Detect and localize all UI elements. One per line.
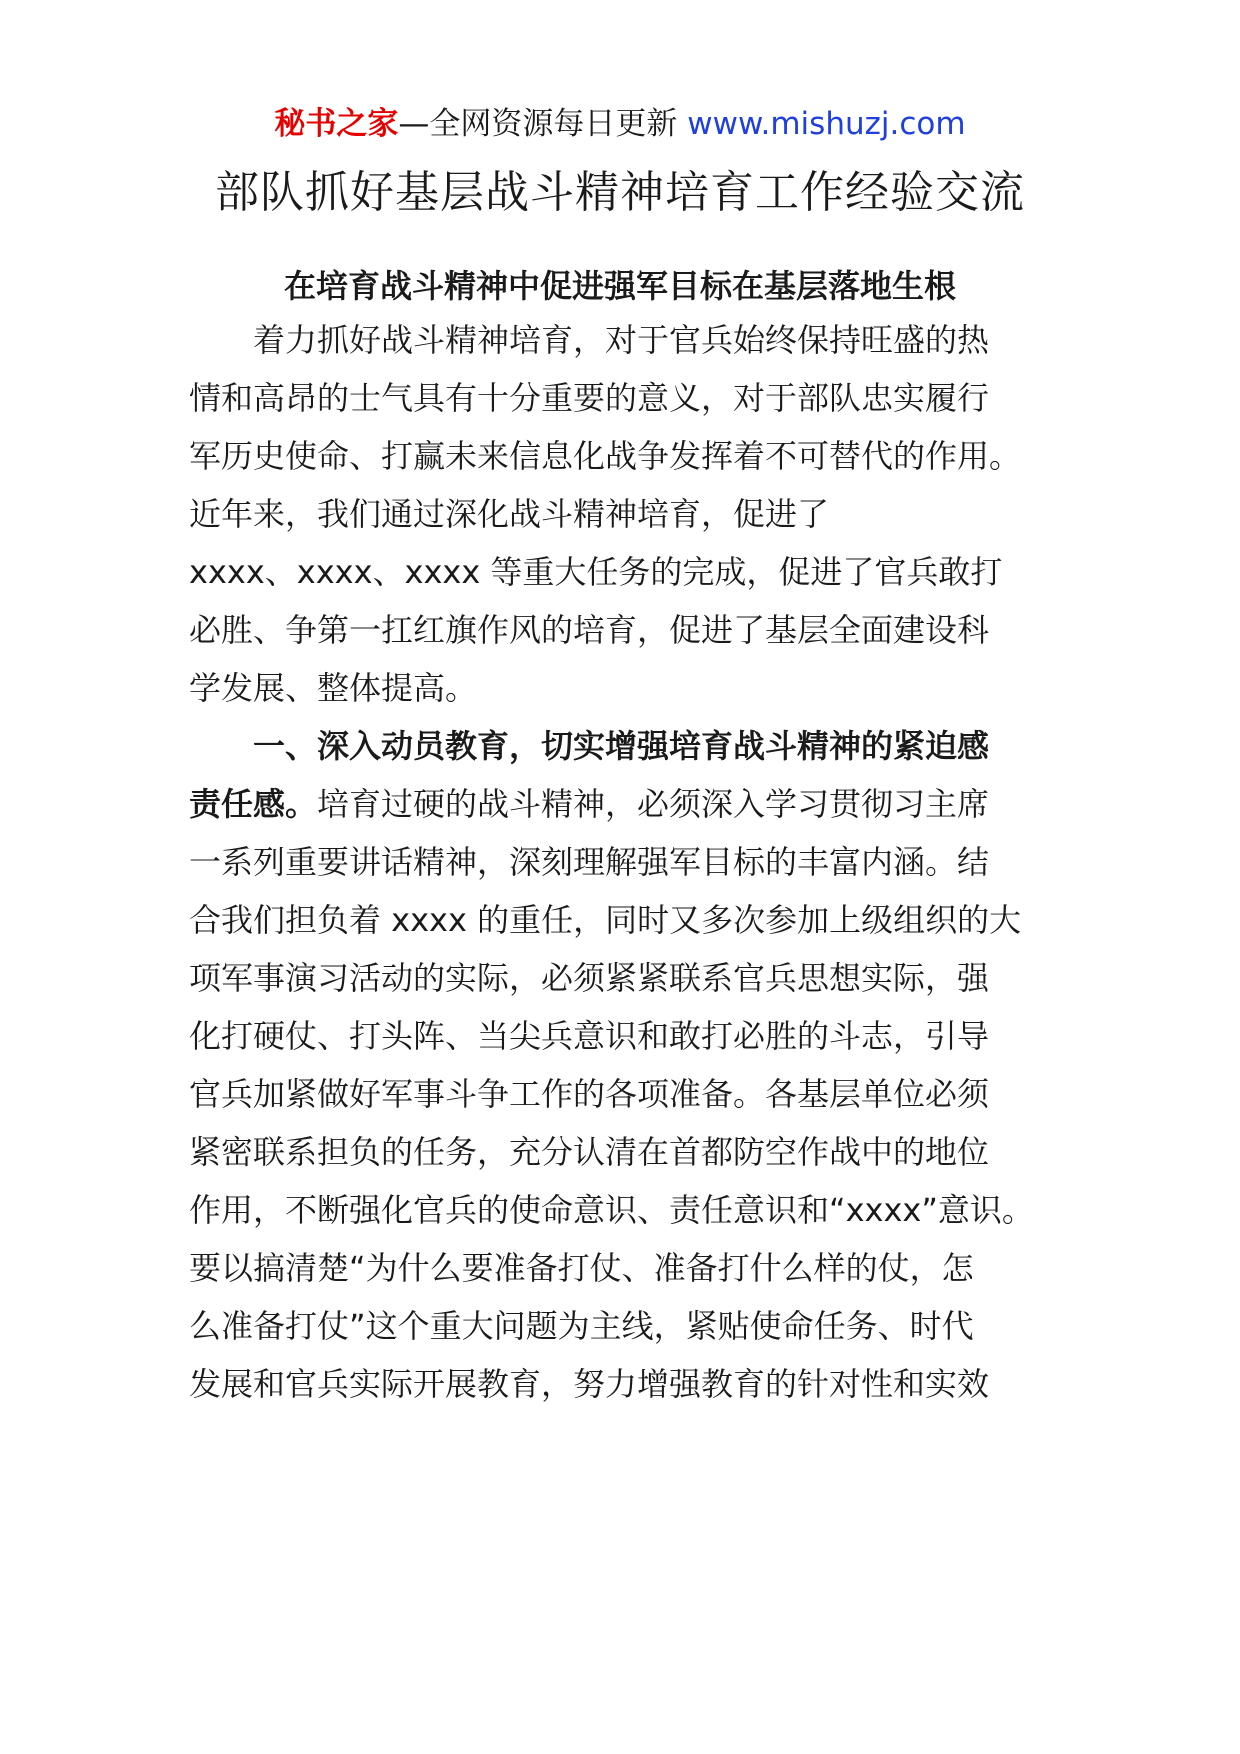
paragraph-line: 军历史使命、打赢未来信息化战争发挥着不可替代的作用。 bbox=[189, 437, 1022, 475]
paragraph-line bbox=[189, 780, 989, 828]
site-url-link[interactable]: www.mishuzj.com bbox=[687, 106, 966, 142]
document-title: 部队抓好基层战斗精神培育工作经验交流 bbox=[215, 167, 1025, 218]
paragraph-line: 官兵加紧做好军事斗争工作的各项准备。各基层单位必须 bbox=[189, 1075, 990, 1113]
site-header bbox=[0, 104, 1240, 144]
paragraph-line: 化打硬仗、打头阵、当尖兵意识和敢打必胜的斗志，引导 bbox=[189, 1017, 990, 1055]
site-tagline: —全网资源每日更新 bbox=[398, 106, 678, 142]
paragraph-line: 要以搞清楚“为什么要准备打仗、准备打什么样的仗，怎 bbox=[189, 1249, 974, 1287]
paragraph-line: 作用，不断强化官兵的使命意识、责任意识和“xxxx”意识。 bbox=[189, 1191, 1034, 1229]
paragraph-line: 项军事演习活动的实际，必须紧紧联系官兵思想实际，强 bbox=[189, 959, 990, 997]
paragraph-line: 情和高昂的士气具有十分重要的意义，对于部队忠实履行 bbox=[189, 379, 990, 417]
paragraph-line: 发展和官兵实际开展教育，努力增强教育的针对性和实效 bbox=[189, 1365, 990, 1403]
document-subtitle: 在培育战斗精神中促进强军目标在基层落地生根 bbox=[283, 267, 956, 305]
paragraph-line: 一系列重要讲话精神，深刻理解强军目标的丰富内涵。结 bbox=[189, 843, 990, 881]
paragraph-line: 着力抓好战斗精神培育，对于官兵始终保持旺盛的热 bbox=[253, 321, 990, 359]
paragraph-line: 合我们担负着 xxxx 的重任，同时又多次参加上级组织的大 bbox=[189, 901, 1022, 939]
paragraph-text: 培育过硬的战斗精神，必须深入学习贯彻习主席 bbox=[317, 785, 990, 823]
site-brand: 秘书之家 bbox=[274, 106, 399, 142]
paragraph-line: 必胜、争第一扛红旗作风的培育，促进了基层全面建设科 bbox=[189, 611, 990, 649]
paragraph-line: 学发展、整体提高。 bbox=[189, 669, 478, 707]
section-heading-tail: 责任感。 bbox=[189, 785, 318, 823]
paragraph-line: 近年来，我们通过深化战斗精神培育，促进了 bbox=[189, 495, 830, 533]
paragraph-line: 么准备打仗”这个重大问题为主线，紧贴使命任务、时代 bbox=[189, 1307, 974, 1345]
section-heading: 一、深入动员教育，切实增强培育战斗精神的紧迫感 bbox=[253, 727, 990, 765]
paragraph-line: 紧密联系担负的任务，充分认清在首都防空作战中的地位 bbox=[189, 1133, 990, 1171]
paragraph-line: xxxx、xxxx、xxxx 等重大任务的完成，促进了官兵敢打 bbox=[189, 553, 1003, 591]
